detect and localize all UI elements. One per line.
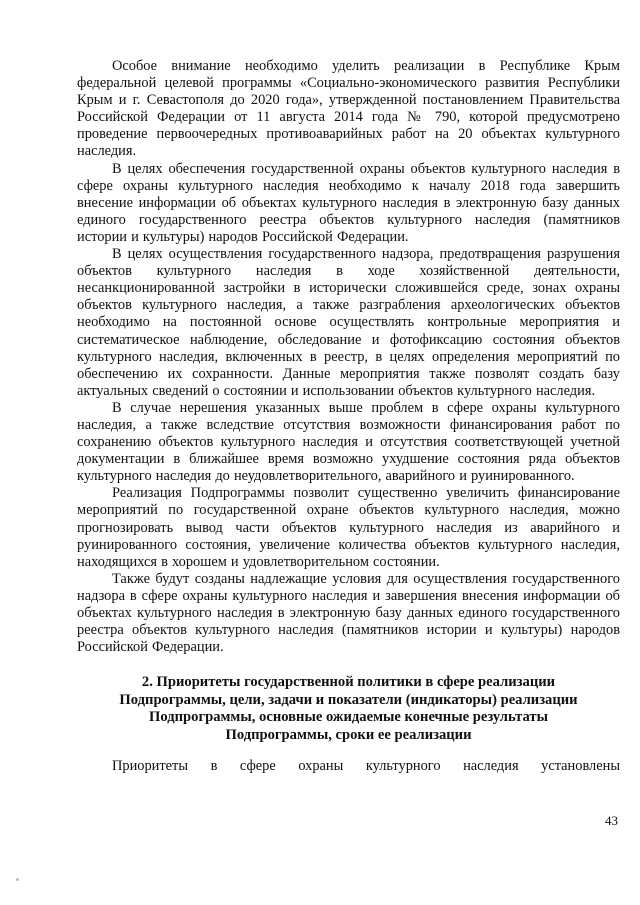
paragraph-3: В целях осуществления государственного надзора, предотвращения разрушения объектов культурного наследия в ходе хозяйственной деятельности, несанкционированной застройки в исторически сложившейся среде, зонах охраны объектов культурного наследия, а также разграбления археологических объектов необходимо на постоянной основе осуществлять контрольные мероприятия и систематическое наблюдение, обследование и фотофиксацию состояния объектов культурного наследия, включенных в реестр, в целях определения мероприятий по обеспечению их сохранности. Данные мероприятия также позволят создать базу актуальных сведений о состоянии и использовании объектов культурного наследия. (77, 246, 620, 399)
page-number: 43 (605, 813, 618, 828)
section-heading-line-2: Подпрограммы, цели, задачи и показатели (индикаторы) реализации (119, 691, 578, 708)
paragraph-4: В случае нерешения указанных выше проблем в сфере охраны культурного наследия, а также вследствие отсутствия возможности финансирования работ по сохранению объектов культурного наследия и отсутствия соответствующей учетной документации в ближайшее время возможно ухудшение состояния ряда объектов культурного наследия до неудовлетворительного, аварийного и руинированного. (77, 399, 620, 485)
paragraph-2: В целях обеспечения государственной охраны объектов культурного наследия в сфере охраны культурного наследия необходимо к началу 2018 года завершить внесение информации об объектах культурного наследия в электронную базу данных единого государственного реестра объектов культурного наследия (памятников истории и культуры) народов Российской Федерации. (77, 160, 620, 245)
paragraph-1: Особое внимание необходимо уделить реализации в Республике Крым федеральной целевой программы «Социально-экономического развития Республики Крым и г. Севастополя до 2020 года», утвержденной постановлением Правительства Российской Федерации от 11 августа 2014 года № 790, которой предусмотрено проведение первоочередных противоаварийных работ на 20 объектах культурного наследия. (77, 58, 620, 160)
section-heading-line-3: Подпрограммы, основные ожидаемые конечные результаты (149, 709, 548, 726)
document-page (77, 58, 620, 789)
scan-speck (16, 878, 19, 881)
section-heading (77, 674, 620, 744)
section-heading-line-1: 2. Приоритеты государственной политики в сфере реализации (141, 674, 556, 691)
section-heading-line-4: Подпрограммы, сроки ее реализации (225, 726, 472, 743)
paragraph-6: Также будут созданы надлежащие условия для осуществления государственного надзора в сфере охраны культурного наследия и завершения внесения информации об объектах культурного наследия в электронную базу данных единого государственного реестра объектов культурного наследия (памятников истории и культуры) народов Российской Федерации. (77, 570, 620, 656)
paragraph-5: Реализация Подпрограммы позволит существенно увеличить финансирование мероприятий по государственной охране объектов культурного наследия, можно прогнозировать вывод части объектов культурного наследия из аварийного и руинированного состояния, увеличение количества объектов культурного наследия, находящихся в хорошем и удовлетворительном состоянии. (77, 485, 620, 570)
paragraph-7: Приоритеты в сфере охраны культурного наследия установлены (112, 757, 620, 774)
